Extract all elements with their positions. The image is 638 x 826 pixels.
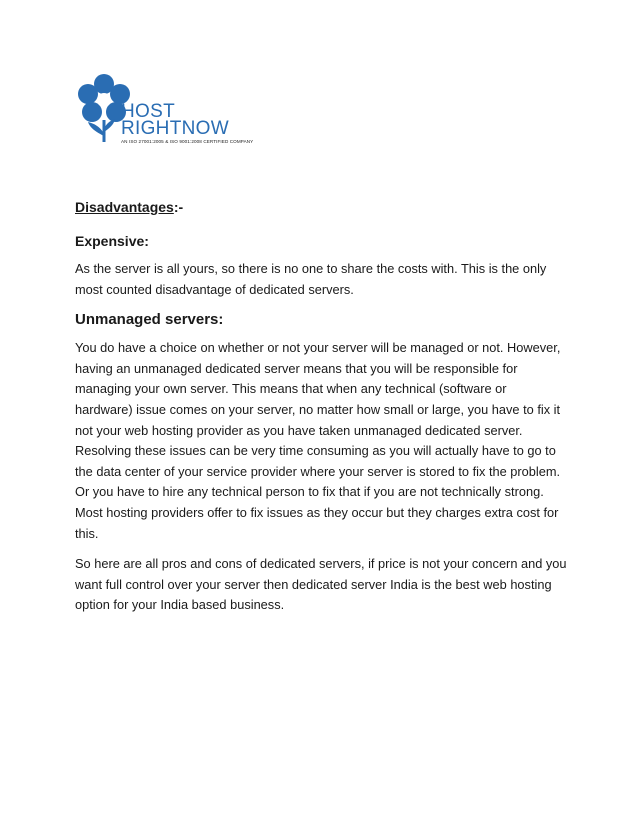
logo-brand-line1: HOST: [121, 101, 175, 122]
expensive-heading: Expensive:: [75, 233, 149, 249]
unmanaged-heading: Unmanaged servers:: [75, 311, 224, 329]
company-logo: [74, 72, 314, 146]
logo-brand-line2: RIGHTNOW: [121, 118, 229, 139]
section-heading-text: Disadvantages: [75, 199, 174, 215]
section-heading-suffix: :-: [173, 199, 184, 215]
logo-wordmark: [121, 103, 253, 144]
section-heading: [75, 197, 567, 217]
unmanaged-paragraph: You do have a choice on whether or not your server will be managed or not. However, having an unmanaged dedicated server means that you will be responsible for managing your own server. This means that when any technical (software or hardware) issue comes on your server, no matter how small or large, you have to fix it not your web hosting provider as you have taken unmanaged dedicated server. Resolving these issues can be very time consuming as you will actually have to go to the data center of your service provider where your server is stored to fix the problem. Or you have to hire any technical person to fix that if you are not technically strong. Most hosting providers offer to fix issues as they occur but they charges extra cost for this.: [75, 340, 561, 541]
document-body: [75, 197, 567, 626]
conclusion-paragraph: So here are all pros and cons of dedicated servers, if price is not your concern and you want full control over your server then dedicated server India is the best web hosting option for your India based business.: [75, 556, 567, 613]
logo-tagline: AN ISO 27001:2005 & ISO 9001:2008 CERTIFIED COMPANY: [121, 139, 254, 144]
expensive-paragraph: As the server is all yours, so there is no one to share the costs with. This is the only most counted disadvantage of dedicated servers.: [75, 261, 547, 297]
